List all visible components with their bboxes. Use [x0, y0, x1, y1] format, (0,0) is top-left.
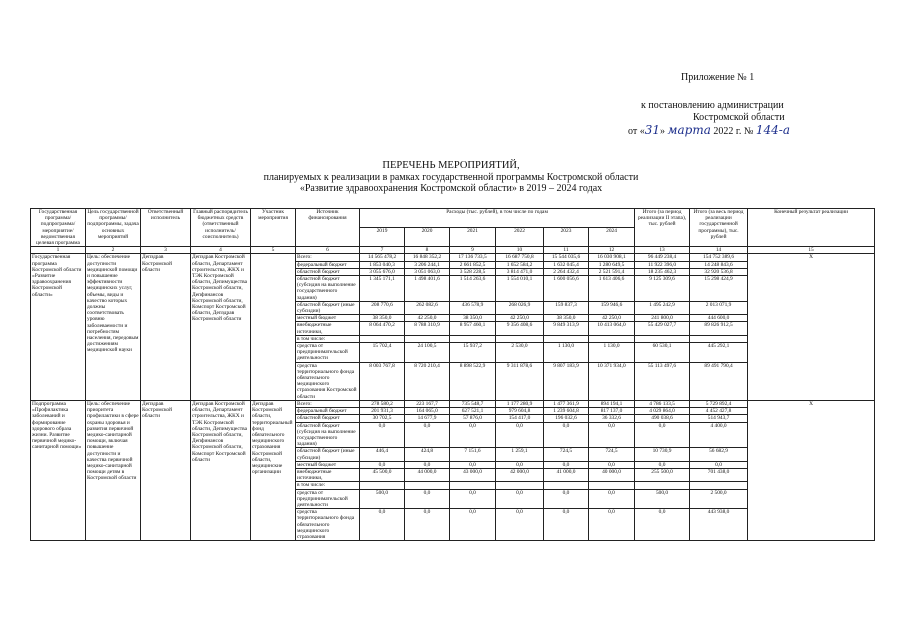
amount-cell: 10 371 934,0 [589, 362, 635, 400]
amount-cell: 2 661 852,5 [450, 261, 496, 268]
col-header-goal: Цель государственной программы/ подпрограммы, задача основных мероприятий [86, 209, 141, 247]
col-header-participant: Участник мероприятия [251, 209, 296, 247]
amount-cell: 4 452 427,8 [690, 408, 748, 415]
executor-cell: Депздрав Костромской области [141, 400, 191, 540]
amount-cell: 43 000,0 [450, 468, 496, 481]
amount-cell: 8 003 767,8 [360, 362, 405, 400]
amount-cell: 40 000,0 [589, 468, 635, 481]
amount-cell: 0,0 [589, 461, 635, 468]
amount-cell: 1 495 242,9 [635, 301, 690, 314]
amount-cell: 724,5 [544, 448, 589, 461]
goal-cell: Цель: обеспечение доступности медицинской помощи и повышение эффективности медицинских услуг, объемы, виды и качество которых должны соответствовать уровню заболеваемости и потребностям населения, передовым достижениям медицинской науки [86, 254, 141, 400]
amount-cell: 8 957 460,1 [450, 322, 496, 335]
amount-cell: 16 687 750,8 [496, 254, 544, 261]
funding-source-cell: Всего: [296, 400, 360, 407]
decree-date-line [628, 124, 898, 138]
funding-source-cell: областной бюджет (субсидия на выполнение государственного задания) [296, 422, 360, 448]
amount-cell: 55 113 497,6 [635, 362, 690, 400]
col-header-manager: Главный распорядитель бюджетных средств (ответственный исполнитель/ соисполнитель) [191, 209, 251, 247]
amount-cell: 514 943,7 [690, 415, 748, 422]
funding-source-cell: средства от предпринимательской деятельности [296, 343, 360, 363]
amount-cell [589, 335, 635, 342]
amount-cell: 1 130,0 [544, 343, 589, 363]
col-header-year: 2024 [589, 228, 635, 247]
amount-cell: 0,0 [496, 422, 544, 448]
amount-cell: 2 264 432,4 [544, 268, 589, 275]
amount-cell: 89 826 912,5 [690, 322, 748, 335]
amount-cell: 38 350,0 [450, 315, 496, 322]
funding-source-cell: местный бюджет [296, 315, 360, 322]
amount-cell: 0,0 [405, 509, 450, 541]
amount-cell: 38 350,0 [544, 315, 589, 322]
amount-cell: 4 786 133,5 [635, 400, 690, 407]
funding-source-cell: средства территориального фонда обязательного медицинского страхования [296, 509, 360, 541]
funding-source-cell: в том числе: [296, 335, 360, 342]
region-name: Костромской области [693, 112, 785, 123]
amount-cell: 0,0 [450, 461, 496, 468]
amount-cell: 1 613 406,6 [589, 276, 635, 302]
col-header-year: 2019 [360, 228, 405, 247]
decree-reference: к постановлению администрации [641, 100, 784, 111]
goal-cell: Цель: обеспечение приоритета профилактики в сфере охраны здоровья и развития первичной медико-санитарной помощи, включая повышение доступности и качества первичной медико-санитарной помощи детям в Костромской области [86, 400, 141, 540]
amount-cell: 10 730,9 [635, 448, 690, 461]
funding-source-cell: областной бюджет (субсидия на выполнение государственного задания) [296, 276, 360, 302]
amount-cell [496, 482, 544, 489]
amount-cell: 8 788 310,9 [405, 322, 450, 335]
result-cell: X [748, 400, 875, 540]
funding-source-cell: областной бюджет (иные субсидии) [296, 448, 360, 461]
amount-cell: 500,0 [635, 489, 690, 509]
amount-cell: 55 429 027,7 [635, 322, 690, 335]
participant-cell: Депздрав Костромской области, территориальный фонд обязательного медицинского страхования Костромской области, медицинские организации [251, 400, 296, 540]
amount-cell: 3 055 676,0 [360, 268, 405, 275]
amount-cell: 8 064 470,2 [360, 322, 405, 335]
funding-source-cell: областной бюджет [296, 268, 360, 275]
amount-cell: 9 356 408,6 [496, 322, 544, 335]
amount-cell [690, 482, 748, 489]
amount-cell: 18 235 462,3 [635, 268, 690, 275]
column-index-cell: 6 [296, 247, 360, 254]
col-header-total-program: Итого (за весь период реализации государственной программы), тыс. рублей [690, 209, 748, 247]
date-year: 2022 г. № [713, 126, 754, 137]
manager-cell: Депздрав Костромской области, Департамент строительства, ЖКХ и ТЭК Костромской области, Депимущества Костромской области, Депфинансов Костромской области, Комспорт Костромской области, Депздрав Костромской области [191, 254, 251, 400]
funding-source-cell: средства от предпринимательской деятельности [296, 489, 360, 509]
amount-cell: 446,4 [360, 448, 405, 461]
decree-number-handwritten: 144-а [755, 123, 790, 137]
amount-cell: 1 130,0 [589, 343, 635, 363]
amount-cell: 445 292,1 [690, 343, 748, 363]
amount-cell: 14 677,9 [405, 415, 450, 422]
amount-cell: 30 702,5 [360, 415, 405, 422]
amount-cell: 89 491 790,4 [690, 362, 748, 400]
amount-cell: 2 521 591,4 [589, 268, 635, 275]
amount-cell: 255 500,0 [635, 468, 690, 481]
amount-cell: 701 438,0 [690, 468, 748, 481]
funding-source-cell: в том числе: [296, 482, 360, 489]
amount-cell: 4 400,0 [690, 422, 748, 448]
amount-cell: 443 938,0 [690, 509, 748, 541]
amount-cell: 16 848 352,2 [405, 254, 450, 261]
funding-source-cell: федеральный бюджет [296, 408, 360, 415]
amount-cell: 0,0 [635, 461, 690, 468]
amount-cell: 0,0 [544, 461, 589, 468]
amount-cell: 9 849 313,9 [544, 322, 589, 335]
amount-cell: 0,0 [450, 489, 496, 509]
table-header-row [31, 209, 875, 228]
document-subtitle-line1: планируемых к реализации в рамках государственной программы Костромской области [263, 172, 639, 183]
amount-cell: 500,0 [360, 489, 405, 509]
amount-cell: 444 600,0 [690, 315, 748, 322]
funding-source-cell: федеральный бюджет [296, 261, 360, 268]
amount-cell: 3 206 244,1 [405, 261, 450, 268]
document-title: ПЕРЕЧЕНЬ МЕРОПРИЯТИЙ, [382, 160, 520, 171]
amount-cell: 5 729 892,4 [690, 400, 748, 407]
amount-cell: 15 937,2 [450, 343, 496, 363]
amount-cell: 0,0 [544, 509, 589, 541]
amount-cell: 241 800,0 [635, 315, 690, 322]
column-index-cell: 1 [31, 247, 86, 254]
amount-cell: 0,0 [360, 509, 405, 541]
amount-cell: 14 248 843,6 [690, 261, 748, 268]
col-header-expenses: Расходы (тыс. рублей), в том числе по годам [360, 209, 635, 228]
amount-cell: 96 449 238,4 [635, 254, 690, 261]
amount-cell: 4 029 864,0 [635, 408, 690, 415]
amount-cell: 45 500,0 [360, 468, 405, 481]
result-cell: X [748, 254, 875, 400]
amount-cell: 15 298 424,9 [690, 276, 748, 302]
funding-source-cell: средства территориального фонда обязательного медицинского страхования Костромской области [296, 362, 360, 400]
column-index-cell: 14 [690, 247, 748, 254]
amount-cell: 0,0 [635, 422, 690, 448]
col-header-total-stage: Итого (за период реализации II этапа), тыс. рублей [635, 209, 690, 247]
document-subtitle-line2: «Развитие здравоохранения Костромской области» в 2019 – 2024 годах [299, 183, 603, 194]
col-header-program: Государственная программа/ подпрограмма/ мероприятие/ ведомственная целевая программа [31, 209, 86, 247]
amount-cell: 278 580,2 [360, 400, 405, 407]
col-header-year: 2021 [450, 228, 496, 247]
amount-cell: 42 000,0 [496, 468, 544, 481]
amount-cell: 1 498 401,6 [405, 276, 450, 302]
amount-cell: 17 136 733,5 [450, 254, 496, 261]
col-header-year: 2020 [405, 228, 450, 247]
amount-cell: 9 807 183,9 [544, 362, 589, 400]
col-header-result: Конечный результат реализации [748, 209, 875, 247]
column-index-cell: 15 [748, 247, 875, 254]
column-index-cell: 3 [141, 247, 191, 254]
amount-cell: 1 554 010,1 [496, 276, 544, 302]
amount-cell: 32 920 536,8 [690, 268, 748, 275]
amount-cell: 1 652 584,2 [496, 261, 544, 268]
amount-cell: 3 528 228,5 [450, 268, 496, 275]
amount-cell: 15 702,4 [360, 343, 405, 363]
appendix-label: Приложение № 1 [681, 72, 755, 83]
amount-cell: 2 500,0 [690, 489, 748, 509]
amount-cell: 1 177 280,9 [496, 400, 544, 407]
amount-cell: 15 544 035,6 [544, 254, 589, 261]
amount-cell: 627 521,1 [450, 408, 496, 415]
amount-cell: 268 026,9 [496, 301, 544, 314]
amount-cell: 42 250,0 [496, 315, 544, 322]
amount-cell: 56 682,9 [690, 448, 748, 461]
amount-cell [635, 335, 690, 342]
date-prefix: от « [628, 126, 645, 137]
column-index-cell: 8 [405, 247, 450, 254]
col-header-year: 2022 [496, 228, 544, 247]
amount-cell [360, 482, 405, 489]
date-month-handwritten: марта [667, 123, 711, 137]
amount-cell: 196 032,6 [544, 415, 589, 422]
column-index-cell: 12 [589, 247, 635, 254]
col-header-year: 2023 [544, 228, 589, 247]
funding-source-cell: внебюджетные источники, [296, 468, 360, 481]
amount-cell: 9 311 878,6 [496, 362, 544, 400]
table-row [31, 254, 875, 261]
column-index-cell: 11 [544, 247, 589, 254]
col-header-source: Источник финансирования [296, 209, 360, 247]
amount-cell: 1 600 056,6 [544, 276, 589, 302]
amount-cell: 1 632 045,4 [544, 261, 589, 268]
amount-cell: 262 082,6 [405, 301, 450, 314]
amount-cell: 0,0 [496, 509, 544, 541]
amount-cell: 42 250,0 [589, 315, 635, 322]
amount-cell: 0,0 [589, 489, 635, 509]
amount-cell: 0,0 [405, 461, 450, 468]
amount-cell: 16 030 908,1 [589, 254, 635, 261]
amount-cell [405, 335, 450, 342]
col-header-executor: Ответственный исполнитель [141, 209, 191, 247]
amount-cell: 159 837,3 [544, 301, 589, 314]
amount-cell [496, 335, 544, 342]
amount-cell: 36 332,6 [589, 415, 635, 422]
amount-cell: 60 530,1 [635, 343, 690, 363]
amount-cell: 57 876,0 [450, 415, 496, 422]
amount-cell: 979 604,8 [496, 408, 544, 415]
amount-cell: 1 345 171,1 [360, 276, 405, 302]
amount-cell: 1 259,1 [496, 448, 544, 461]
funding-source-cell: Всего: [296, 254, 360, 261]
amount-cell: 0,0 [635, 509, 690, 541]
amount-cell [690, 335, 748, 342]
amount-cell: 14 565 478,2 [360, 254, 405, 261]
amount-cell: 154 417,0 [496, 415, 544, 422]
funding-source-cell: областной бюджет (иные субсидии) [296, 301, 360, 314]
amount-cell [450, 482, 496, 489]
amount-cell: 0,0 [360, 461, 405, 468]
amount-cell: 44 000,0 [405, 468, 450, 481]
amount-cell: 159 946,6 [589, 301, 635, 314]
amount-cell: 208 770,6 [360, 301, 405, 314]
amount-cell: 24 100,5 [405, 343, 450, 363]
amount-cell: 735 548,7 [450, 400, 496, 407]
amount-cell: 724,5 [589, 448, 635, 461]
amount-cell: 3 814 471,0 [496, 268, 544, 275]
column-index-cell: 13 [635, 247, 690, 254]
amount-cell: 0,0 [496, 489, 544, 509]
funding-source-cell: местный бюджет [296, 461, 360, 468]
amount-cell: 1 853 040,3 [360, 261, 405, 268]
manager-cell: Депздрав Костромской области, Департамент строительства, ЖКХ и ТЭК Костромской области, Депимущества Костромской области, Депфинансов Костромской области, Комспорт Костромской области [191, 400, 251, 540]
amount-cell: 0,0 [544, 489, 589, 509]
amount-cell: 2 013 071,9 [690, 301, 748, 314]
column-index-cell: 7 [360, 247, 405, 254]
funding-source-cell: областной бюджет [296, 415, 360, 422]
amount-cell: 490 038,6 [635, 415, 690, 422]
amount-cell [544, 335, 589, 342]
amount-cell: 38 350,0 [360, 315, 405, 322]
amount-cell: 424,8 [405, 448, 450, 461]
amount-cell [589, 482, 635, 489]
amount-cell: 9 125 309,6 [635, 276, 690, 302]
amount-cell: 0,0 [589, 509, 635, 541]
program-name-cell: Подпрограмма «Профилактика заболеваний и формирование здорового образа жизни. Развитие первичной медико-санитарной помощи» [31, 400, 86, 540]
column-index-cell: 9 [450, 247, 496, 254]
column-index-cell: 5 [251, 247, 296, 254]
date-mid: » [660, 126, 666, 137]
amount-cell: 0,0 [405, 422, 450, 448]
amount-cell: 8 898 522,9 [450, 362, 496, 400]
amount-cell: 0,0 [450, 509, 496, 541]
amount-cell: 201 931,3 [360, 408, 405, 415]
amount-cell: 1 514 263,6 [450, 276, 496, 302]
amount-cell: 0,0 [690, 461, 748, 468]
amount-cell: 154 752 389,6 [690, 254, 748, 261]
amount-cell: 1 477 361,9 [544, 400, 589, 407]
column-index-cell: 4 [191, 247, 251, 254]
amount-cell: 0,0 [589, 422, 635, 448]
amount-cell: 436 578,9 [450, 301, 496, 314]
amount-cell: 11 922 396,0 [635, 261, 690, 268]
column-index-cell: 10 [496, 247, 544, 254]
amount-cell [635, 482, 690, 489]
date-day-handwritten: 31 [644, 123, 661, 137]
participant-cell [251, 254, 296, 400]
amount-cell: 1 280 649,5 [589, 261, 635, 268]
amount-cell: 8 720 210,4 [405, 362, 450, 400]
program-name-cell: Государственная программа Костромской области «Развитие здравоохранения Костромской области» [31, 254, 86, 400]
table-row [31, 400, 875, 407]
amount-cell: 41 000,0 [544, 468, 589, 481]
amount-cell [544, 482, 589, 489]
amount-cell: 0,0 [405, 489, 450, 509]
column-index-row [31, 247, 875, 254]
amount-cell: 894 194,1 [589, 400, 635, 407]
amount-cell: 0,0 [360, 422, 405, 448]
amount-cell: 42 250,0 [405, 315, 450, 322]
amount-cell: 7 151,6 [450, 448, 496, 461]
amount-cell: 0,0 [450, 422, 496, 448]
amount-cell: 223 167,7 [405, 400, 450, 407]
funding-source-cell: внебюджетные источники, [296, 322, 360, 335]
executor-cell: Депздрав Костромской области [141, 254, 191, 400]
amount-cell: 1 239 604,8 [544, 408, 589, 415]
amount-cell: 0,0 [544, 422, 589, 448]
amount-cell: 3 051 063,0 [405, 268, 450, 275]
activities-table [30, 208, 875, 541]
amount-cell: 817 137,0 [589, 408, 635, 415]
amount-cell: 2 530,0 [496, 343, 544, 363]
column-index-cell: 2 [86, 247, 141, 254]
amount-cell [360, 335, 405, 342]
amount-cell [405, 482, 450, 489]
amount-cell: 0,0 [496, 461, 544, 468]
amount-cell [450, 335, 496, 342]
amount-cell: 164 065,0 [405, 408, 450, 415]
amount-cell: 10 413 064,0 [589, 322, 635, 335]
